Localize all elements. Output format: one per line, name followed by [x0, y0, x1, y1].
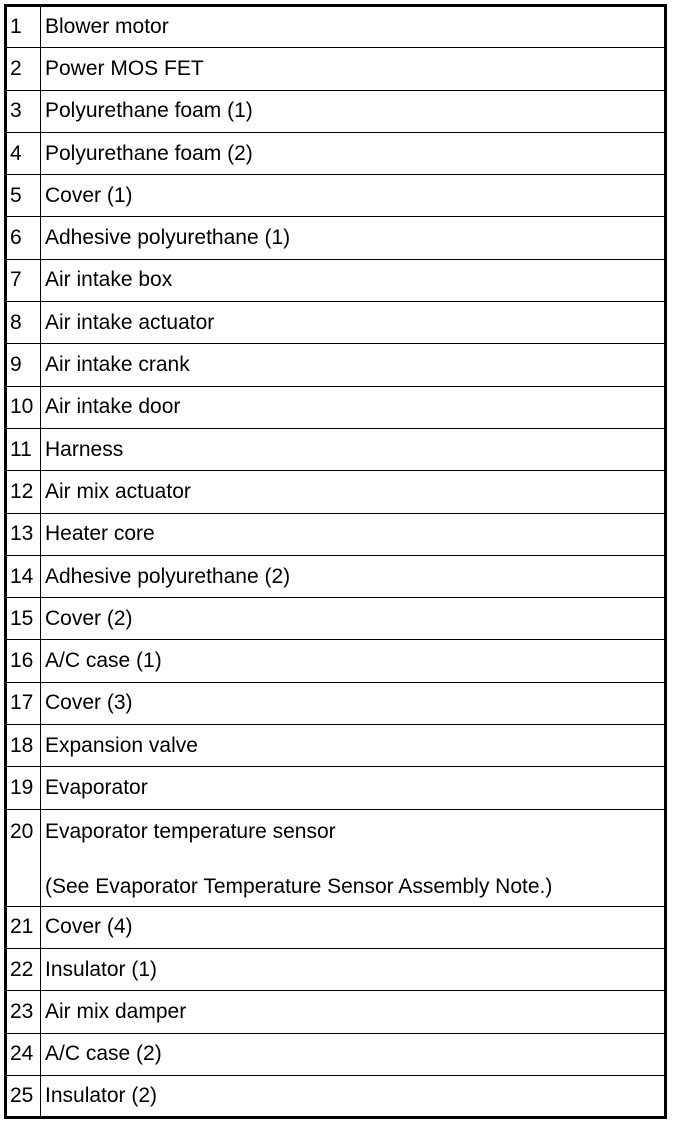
- table-row: [6, 1033, 666, 1075]
- table-row: [6, 948, 666, 990]
- table-row: [6, 471, 666, 513]
- table-row: [6, 48, 666, 90]
- part-number: 6: [6, 217, 41, 259]
- table-row: [6, 386, 666, 428]
- part-number: 9: [6, 344, 41, 386]
- table-row: [6, 175, 666, 217]
- table-row: [6, 6, 666, 48]
- part-number: 24: [6, 1033, 41, 1075]
- part-number: 15: [6, 598, 41, 640]
- part-name: A/C case (2): [41, 1033, 666, 1075]
- part-number: 22: [6, 948, 41, 990]
- parts-table-body: [6, 6, 666, 1118]
- table-row: [6, 1075, 666, 1117]
- part-name: Adhesive polyurethane (1): [41, 217, 666, 259]
- part-number: 7: [6, 259, 41, 301]
- table-row: [6, 302, 666, 344]
- part-name: Evaporator temperature sensor: [45, 819, 336, 843]
- part-name: Cover (2): [41, 598, 666, 640]
- table-row: [6, 767, 666, 809]
- part-number: 20: [6, 809, 41, 906]
- part-name: Cover (3): [41, 682, 666, 724]
- part-name: Air intake crank: [41, 344, 666, 386]
- table-row: [6, 90, 666, 132]
- table-row: [6, 344, 666, 386]
- table-row: [6, 906, 666, 948]
- part-number: 23: [6, 991, 41, 1033]
- table-row: [6, 640, 666, 682]
- part-name: Evaporator: [41, 767, 666, 809]
- part-number: 16: [6, 640, 41, 682]
- part-number: 3: [6, 90, 41, 132]
- part-name: Insulator (1): [41, 948, 666, 990]
- part-number: 5: [6, 175, 41, 217]
- part-name: Air intake box: [41, 259, 666, 301]
- part-name: Blower motor: [41, 6, 666, 48]
- part-number: 1: [6, 6, 41, 48]
- part-number: 10: [6, 386, 41, 428]
- part-note: (See Evaporator Temperature Sensor Assembly Note.): [45, 874, 553, 898]
- part-number: 19: [6, 767, 41, 809]
- part-number: 25: [6, 1075, 41, 1117]
- part-number: 12: [6, 471, 41, 513]
- part-name: Air mix actuator: [41, 471, 666, 513]
- part-number: 14: [6, 555, 41, 597]
- table-row: [6, 555, 666, 597]
- part-number: 4: [6, 132, 41, 174]
- part-number: 17: [6, 682, 41, 724]
- part-name: Cover (4): [41, 906, 666, 948]
- part-number: 8: [6, 302, 41, 344]
- part-name: Polyurethane foam (2): [41, 132, 666, 174]
- part-name: Adhesive polyurethane (2): [41, 555, 666, 597]
- part-name: Harness: [41, 428, 666, 470]
- table-row: [6, 725, 666, 767]
- table-row: [6, 217, 666, 259]
- table-row: [6, 991, 666, 1033]
- table-row: [6, 682, 666, 724]
- part-number: 13: [6, 513, 41, 555]
- part-number: 18: [6, 725, 41, 767]
- part-name: Power MOS FET: [41, 48, 666, 90]
- table-row: [6, 259, 666, 301]
- table-row: [6, 809, 666, 906]
- part-name: Cover (1): [41, 175, 666, 217]
- part-name: A/C case (1): [41, 640, 666, 682]
- part-name: Air mix damper: [41, 991, 666, 1033]
- part-name: Expansion valve: [41, 725, 666, 767]
- part-name-cell: [41, 809, 666, 906]
- part-name: Polyurethane foam (1): [41, 90, 666, 132]
- part-number: 11: [6, 428, 41, 470]
- table-row: [6, 513, 666, 555]
- part-name: Air intake door: [41, 386, 666, 428]
- part-name: Heater core: [41, 513, 666, 555]
- table-row: [6, 132, 666, 174]
- part-name: Air intake actuator: [41, 302, 666, 344]
- part-number: 2: [6, 48, 41, 90]
- table-row: [6, 598, 666, 640]
- part-number: 21: [6, 906, 41, 948]
- table-row: [6, 428, 666, 470]
- part-name: Insulator (2): [41, 1075, 666, 1117]
- parts-table: [4, 4, 667, 1119]
